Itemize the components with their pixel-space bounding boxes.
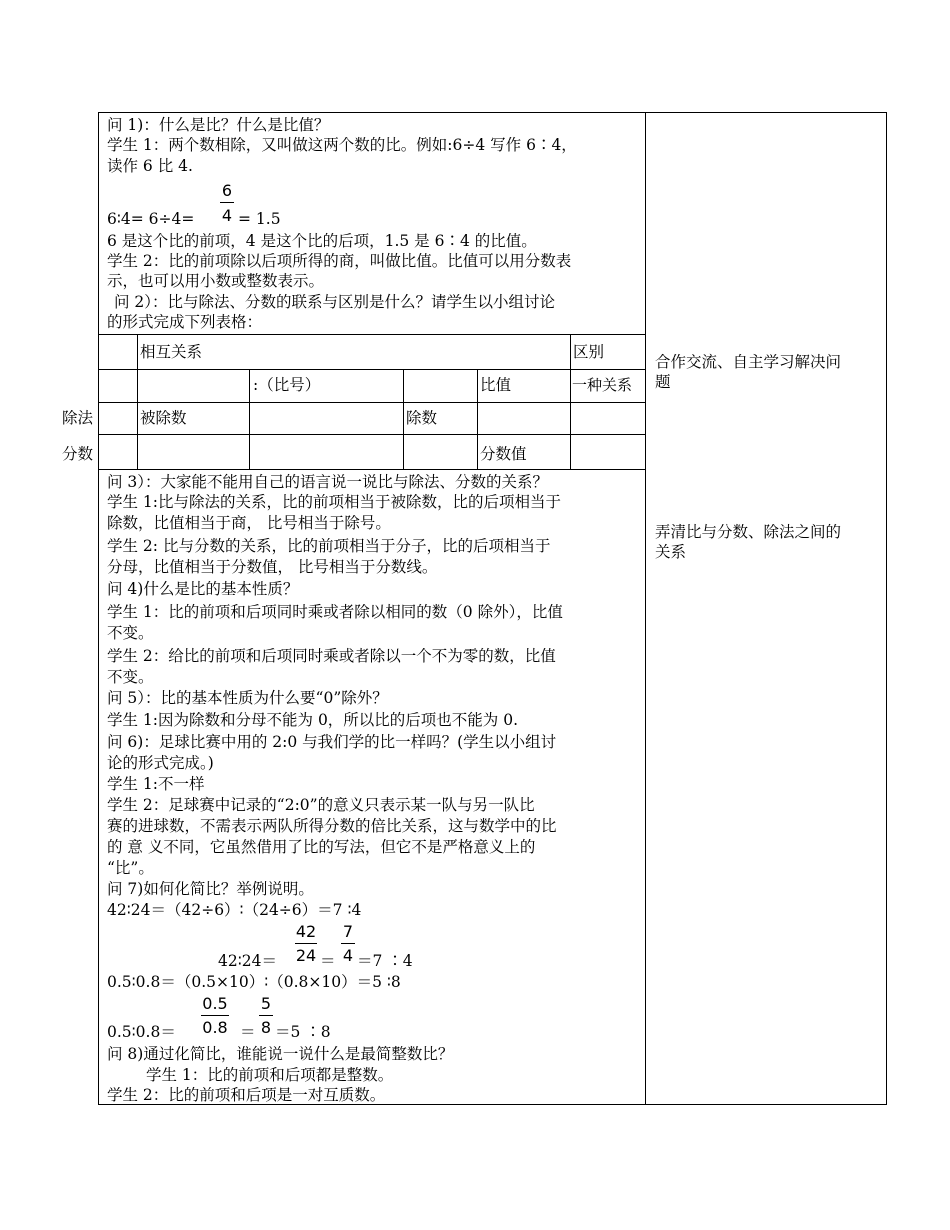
right-note-1-line1: 合作交流、自主学习解决问	[655, 353, 842, 371]
q8-line2: 学生 1：比的前项和后项都是整数。	[146, 1066, 394, 1084]
table-row-label-fraction: 分数	[62, 445, 94, 463]
lower-line: 论的形式完成。)	[107, 754, 214, 772]
table-line-bottom	[98, 469, 646, 470]
q1-student2-line2: 示，也可以用小数或整数表示。	[107, 272, 325, 290]
q1-student2-line1: 学生 2：比的前项除以后项所得的商，叫做比值。比值可以用分数表	[107, 252, 572, 270]
lower-line: 学生 1:因为除数和分母不能为 0，所以比的后项也不能为 0.	[107, 711, 519, 729]
table-cell-ratio-sign: :（比号）	[253, 376, 321, 394]
table-line-row1	[98, 369, 646, 370]
table-col-line-3	[403, 369, 404, 469]
table-cell-divisor: 除数	[406, 409, 438, 427]
ex1-fraction1-numerator: 42	[295, 922, 317, 941]
q8-line3: 学生 2：比的前项和后项是一对互质数。	[107, 1086, 386, 1104]
lower-line: “比”。	[107, 859, 154, 877]
lower-line: 问 4)什么是比的基本性质？	[107, 580, 299, 598]
outer-top-border	[98, 112, 887, 113]
q1-equation-left: 6∶4= 6÷4=	[107, 210, 195, 228]
outer-bottom-border	[98, 1104, 887, 1105]
lower-line: 除数，比值相当于商， 比号相当于除号。	[107, 514, 391, 532]
ex3-fraction2-bar	[259, 1015, 273, 1016]
lower-line: 问 7)如何化简比？举例说明。	[107, 880, 314, 898]
lower-line: 问 5）：比的基本性质为什么要“0”除外？	[107, 689, 388, 707]
table-line-row2	[98, 402, 646, 403]
column-divider	[645, 112, 646, 1105]
q1-fraction-bar	[220, 202, 234, 203]
table-cell-fraction-value: 分数值	[480, 445, 527, 463]
ex1-fraction2-denominator: 4	[342, 946, 354, 965]
q1-fraction-numerator: 6	[221, 181, 233, 200]
lower-line: 学生 2：给比的前项和后项同时乘或者除以一个不为零的数，比值	[107, 647, 556, 665]
ex2-line: 0.5∶0.8＝（0.5×10）∶（0.8×10）＝5 ∶8	[107, 973, 401, 991]
ex3-tail: ＝5 ∶8	[275, 1023, 331, 1041]
q1-student1-line1: 学生 1：两个数相除，又叫做这两个数的比。例如:6÷4 写作 6∶4，	[107, 136, 577, 154]
lower-line: 问 3）：大家能不能用自己的语言说一说比与除法、分数的关系？	[107, 473, 549, 491]
right-note-2-line2: 关系	[655, 543, 687, 561]
ex1-tail: ＝7 ∶4	[357, 952, 413, 970]
q2-line2: 的形式完成下列表格：	[107, 313, 263, 331]
ex3-fraction2-denominator: 8	[260, 1018, 272, 1037]
q1-explanation: 6 是这个比的前项，4 是这个比的后项，1.5 是 6∶4 的比值。	[107, 232, 537, 250]
table-col-line-5	[570, 334, 571, 469]
table-col-line-2	[249, 369, 250, 469]
ex3-fraction1-bar	[201, 1015, 229, 1016]
q1-equation-right: = 1.5	[238, 210, 281, 228]
ex3-fraction2-numerator: 5	[260, 994, 272, 1013]
ex1-prefix: 42∶24＝	[218, 952, 277, 970]
table-line-row3	[98, 434, 646, 435]
table-header-difference: 区别	[573, 343, 605, 361]
outer-right-border	[886, 112, 887, 1105]
lower-line: 的 意 义不同，它虽然借用了比的写法，但它不是严格意义上的	[107, 838, 536, 856]
lower-line: 问 6)：足球比赛中用的 2:0 与我们学的比一样吗？(学生以小组讨	[107, 733, 557, 751]
ex3-equals: ＝	[240, 1023, 256, 1041]
q1-fraction-denominator: 4	[221, 206, 233, 225]
ex3-fraction1-numerator: 0.5	[202, 994, 228, 1013]
right-note-2-line1: 弄清比与分数、除法之间的	[655, 523, 842, 541]
lower-line: 不变。	[107, 668, 154, 686]
ex1-fraction1-denominator: 24	[295, 946, 317, 965]
table-line-top	[98, 334, 646, 335]
q8-line1: 问 8)通过化简比，谁能说一说什么是最简整数比？	[107, 1045, 454, 1063]
outer-left-border	[98, 112, 99, 1105]
lower-line: 赛的进球数，不需表示两队所得分数的倍比关系，这与数学中的比	[107, 817, 557, 835]
ex1-fraction1-bar	[295, 943, 317, 944]
q1-student1-line2: 读作 6 比 4.	[107, 157, 193, 175]
right-note-1-line2: 题	[655, 373, 671, 391]
table-col-line-1	[137, 334, 138, 469]
lower-line: 学生 2：足球赛中记录的“2:0”的意义只表示某一队与另一队比	[107, 796, 535, 814]
table-cell-ratio-value: 比值	[480, 376, 512, 394]
q2-line1: 问 2）：比与除法、分数的联系与区别是什么？请学生以小组讨论	[114, 293, 556, 311]
lower-line: 分母，比值相当于分数值， 比号相当于分数线。	[107, 558, 438, 576]
q1-question: 问 1)：什么是比？什么是比值？	[107, 116, 330, 134]
lower-line: 不变。	[107, 624, 154, 642]
lower-line: 学生 1:比与除法的关系，比的前项相当于被除数，比的后项相当于	[107, 493, 562, 511]
table-col-line-4	[477, 369, 478, 469]
ex3-prefix: 0.5∶0.8＝	[107, 1023, 176, 1041]
ex3-fraction1-denominator: 0.8	[202, 1018, 228, 1037]
table-cell-relation-kind: 一种关系	[572, 376, 633, 394]
ex1-fraction2-bar	[341, 943, 355, 944]
lower-line: 学生 2: 比与分数的关系，比的前项相当于分子，比的后项相当于	[107, 537, 551, 555]
table-cell-dividend: 被除数	[140, 409, 187, 427]
table-header-relation: 相互关系	[140, 343, 203, 361]
lower-line: 42∶24＝（42÷6）∶（24÷6）＝7 ∶4	[107, 901, 362, 919]
table-row-label-division: 除法	[62, 409, 94, 427]
ex1-fraction2-numerator: 7	[342, 922, 354, 941]
lower-line: 学生 1:不一样	[107, 775, 205, 793]
ex1-equals: ＝	[320, 952, 336, 970]
lower-line: 学生 1：比的前项和后项同时乘或者除以相同的数（0 除外），比值	[107, 603, 563, 621]
